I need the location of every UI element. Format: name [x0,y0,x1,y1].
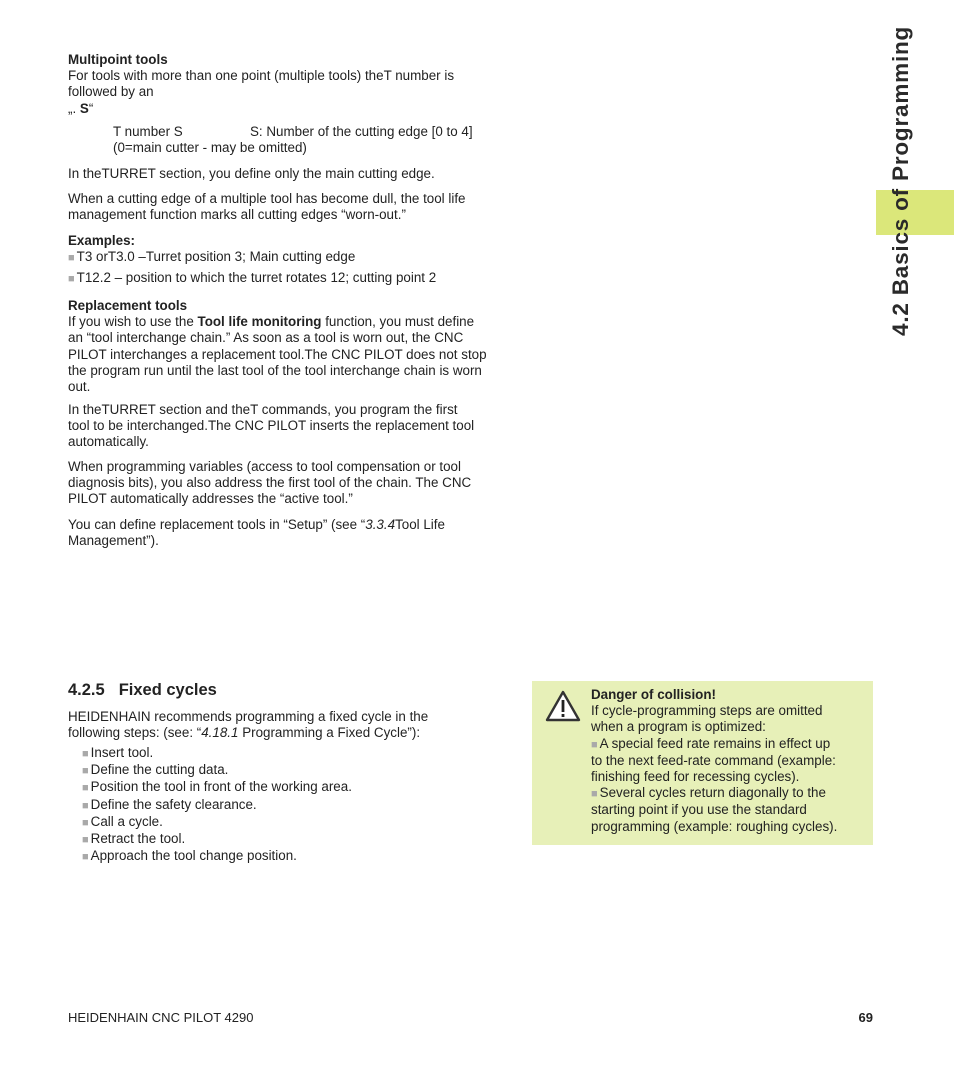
multipoint-section [68,52,513,117]
list-item-text: Retract the tool. [90,831,186,847]
warning-bullet-line [591,736,866,753]
replacement-p2-line1: In theTURRET section and theT commands, you program the first [68,402,458,417]
examples-heading: Examples: [68,233,135,248]
list-item [82,779,512,796]
warning-line: If cycle-programming steps are omitted [591,703,823,719]
definition-note: (0=main cutter - may be omitted) [113,140,307,155]
warning-line: to the next feed-rate command (example: [591,752,836,768]
text-run: Programming a Fixed Cycle”): [238,725,421,741]
bullet-square-icon: ■ [82,748,89,760]
bullet-square-icon: ■ [82,851,89,864]
replacement-p2-line3: automatically. [68,434,149,450]
collision-warning-text [591,687,866,835]
list-item [82,831,512,848]
bullet-square-icon: ■ [68,252,75,265]
replacement-paragraph-2 [68,402,513,451]
replacement-p4-line1 [68,517,513,533]
example-item [68,249,513,266]
text-run: following steps: (see: “ [68,725,202,741]
replacement-paragraph-3 [68,459,513,508]
list-item [82,762,512,779]
bullet-square-icon: ■ [82,765,89,778]
definition-row [113,124,513,140]
bullet-square-icon: ■ [82,782,89,795]
warning-bullet-text: Several cycles return diagonally to the [599,785,826,801]
section-reference: 3.3.4 [365,517,396,532]
warning-title: Danger of collision! [591,687,716,702]
chapter-title: 4.2 Basics of Programming [888,25,913,336]
example-item-text: T12.2 – position to which the turret rotates 12; cutting point 2 [76,270,437,286]
fixed-cycles-intro-line2 [68,725,513,741]
list-item-text: Define the safety clearance. [90,796,257,812]
bullet-square-icon: ■ [82,799,89,812]
section-reference: 4.18.1 [201,725,239,741]
example-item [68,270,513,287]
text-run: If you wish to use the [68,314,198,330]
text-run: You can define replacement tools in “Setup” (see “ [68,517,366,532]
multipoint-heading: Multipoint tools [68,52,168,67]
definition-description: S: Number of the cutting edge [0 to 4] [250,124,473,139]
replacement-p1-line5: out. [68,379,91,395]
replacement-p1-line1 [68,314,513,330]
list-item-text: Position the tool in front of the working area. [90,779,352,795]
quote-close: “ [88,100,94,116]
list-item-text: Approach the tool change position. [90,848,297,864]
replacement-p1-line4: the program run until the last tool of the tool interchange chain is worn [68,362,482,378]
multipoint-intro-line1: For tools with more than one point (multiple tools) theT number is [68,68,455,84]
multipoint-paragraph-1: In theTURRET section, you define only the main cutting edge. [68,166,435,181]
list-item [82,848,512,865]
replacement-p1-line2: an “tool interchange chain.” As soon as a tool is worn out, the CNC [68,330,464,346]
replacement-heading: Replacement tools [68,298,188,313]
warning-triangle-icon [545,690,581,722]
replacement-p4-line2: Management”). [68,533,159,549]
multipoint-paragraph-2-line2: management function marks all cutting edges “worn-out.” [68,207,406,223]
replacement-p1-line3: PILOT interchanges a replacement tool.The CNC PILOT does not stop [68,346,487,362]
fixed-cycles-intro-line1: HEIDENHAIN recommends programming a fixed cycle in the [68,709,429,724]
list-item [82,745,512,762]
list-item-text: Call a cycle. [90,813,163,829]
text-run: Tool Life [395,517,445,532]
tool-life-monitoring-term: Tool life monitoring [197,314,322,330]
section-heading [68,680,513,700]
example-item-text: T3 orT3.0 –Turret position 3; Main cutting edge [76,249,356,265]
replacement-p2-line2: tool to be interchanged.The CNC PILOT inserts the replacement tool [68,418,475,434]
examples-section [68,233,513,288]
bullet-square-icon: ■ [82,834,89,847]
replacement-p3-line3: PILOT automatically addresses the “active tool.” [68,491,353,507]
multipoint-intro-line3 [68,101,513,117]
quote-open: „. [68,100,80,116]
list-item [82,797,512,814]
warning-line: programming (example: roughing cycles). [591,818,838,834]
section-number: 4.2.5 [68,681,105,699]
definition-term: T number S [113,124,183,139]
footer-product: HEIDENHAIN CNC PILOT 4290 [68,1010,254,1025]
warning-line: finishing feed for recessing cycles). [591,769,800,785]
replacement-p3-line1: When programming variables (access to tool compensation or tool [68,459,461,474]
bullet-square-icon: ■ [591,738,598,751]
warning-line: starting point if you use the standard [591,802,807,818]
warning-bullet-line [591,785,866,802]
list-item [82,814,512,831]
page-number: 69 [858,1010,873,1025]
multipoint-paragraph-2-line1: When a cutting edge of a multiple tool has become dull, the tool life [68,191,466,206]
fixed-cycles-intro [68,709,513,741]
warning-bullet-text: A special feed rate remains in effect up [599,735,831,751]
replacement-section [68,298,513,395]
list-item-text: Define the cutting data. [90,762,229,778]
bullet-square-icon: ■ [591,788,598,801]
bullet-square-icon: ■ [68,273,75,286]
text-run: function, you must define [321,314,475,330]
replacement-paragraph-4 [68,517,513,549]
warning-line: when a program is optimized: [591,719,766,735]
multipoint-intro-line2: followed by an [68,84,154,100]
suffix-s: S [79,100,89,116]
fixed-cycle-steps [82,745,512,865]
list-item-text: Insert tool. [90,745,154,760]
bullet-square-icon: ■ [82,816,89,829]
section-title: Fixed cycles [118,681,217,699]
multipoint-paragraph-2 [68,191,513,223]
replacement-p3-line2: diagnosis bits), you also address the first tool of the chain. The CNC [68,475,472,491]
